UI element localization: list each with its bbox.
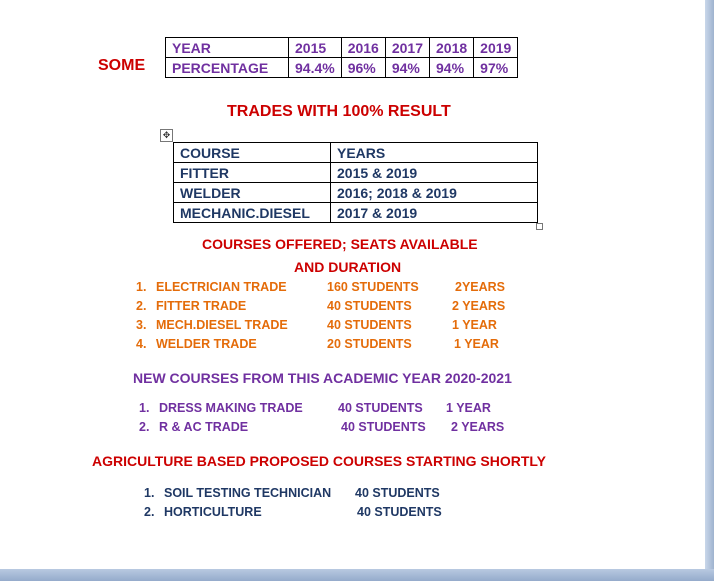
list-item-name: HORTICULTURE [164,505,262,519]
table-cell: MECHANIC.DIESEL [174,203,331,223]
list-item-number: 1. [144,486,155,500]
table-cell: WELDER [174,183,331,203]
resize-square-icon[interactable] [536,223,543,230]
results-table [165,37,518,78]
table-row [174,183,538,203]
list-item-duration: 1 YEAR [446,401,491,415]
list-item-number: 4. [136,337,147,351]
table-row [166,38,518,58]
table-row [174,143,538,163]
table-cell: 94% [385,58,429,78]
list-item-seats: 40 STUDENTS [327,299,412,313]
table-cell: 2015 & 2019 [331,163,538,183]
table-row [174,203,538,223]
list-item-seats: 40 STUDENTS [341,420,426,434]
list-item-seats: 40 STUDENTS [327,318,412,332]
list-item-seats: 20 STUDENTS [327,337,412,351]
list-item-name: R & AC TRADE [159,420,249,434]
table-cell: 2015 [289,38,342,58]
table-cell: 2016; 2018 & 2019 [331,183,538,203]
table-cell: 2018 [430,38,474,58]
table-cell: 2016 [341,38,385,58]
table-cell: 96% [341,58,385,78]
list-item-name: ELECTRICIAN TRADE [156,280,287,294]
table-cell: 94% [430,58,474,78]
some-label: SOME [98,57,146,74]
trades-table [173,142,538,223]
courses-offered-title: COURSES OFFERED; SEATS AVAILABLE [202,236,478,252]
document-frame-edge [705,0,714,569]
trades-title: TRADES WITH 100% RESULT [227,103,451,120]
list-item-name: DRESS MAKING TRADE [159,401,303,415]
list-item-seats: 40 STUDENTS [355,486,440,500]
list-item-seats: 40 STUDENTS [338,401,423,415]
table-row [166,58,518,78]
table-cell: 97% [474,58,518,78]
document-frame-edge [0,569,714,581]
list-item-duration: 2 YEARS [451,420,505,434]
list-item-number: 2. [136,299,147,313]
table-cell: 2019 [474,38,518,58]
list-item-duration: 1 YEAR [454,337,499,351]
table-cell: YEAR [166,38,289,58]
table-cell: FITTER [174,163,331,183]
list-item-number: 3. [136,318,147,332]
move-cross-icon[interactable]: ✥ [160,129,173,142]
table-cell: PERCENTAGE [166,58,289,78]
list-item-seats: 160 STUDENTS [327,280,419,294]
list-item-duration: 1 YEAR [452,318,497,332]
list-item-number: 1. [136,280,147,294]
new-courses-title: NEW COURSES FROM THIS ACADEMIC YEAR 2020-2021 [133,370,512,386]
list-item-name: WELDER TRADE [156,337,257,351]
courses-offered-subtitle: AND DURATION [294,259,402,275]
table-cell: 94.4% [289,58,342,78]
list-item-duration: 2 YEARS [452,299,506,313]
list-item-number: 2. [139,420,150,434]
list-item-name: MECH.DIESEL TRADE [156,318,288,332]
list-item-duration: 2YEARS [455,280,506,294]
table-row [174,163,538,183]
table-cell: COURSE [174,143,331,163]
table-cell: YEARS [331,143,538,163]
table-cell: 2017 & 2019 [331,203,538,223]
list-item-number: 1. [139,401,150,415]
list-item-name: FITTER TRADE [156,299,247,313]
agri-courses-title: AGRICULTURE BASED PROPOSED COURSES STARTING SHORTLY [92,453,547,469]
list-item-number: 2. [144,505,155,519]
list-item-seats: 40 STUDENTS [357,505,442,519]
table-cell: 2017 [385,38,429,58]
list-item-name: SOIL TESTING TECHNICIAN [164,486,332,500]
